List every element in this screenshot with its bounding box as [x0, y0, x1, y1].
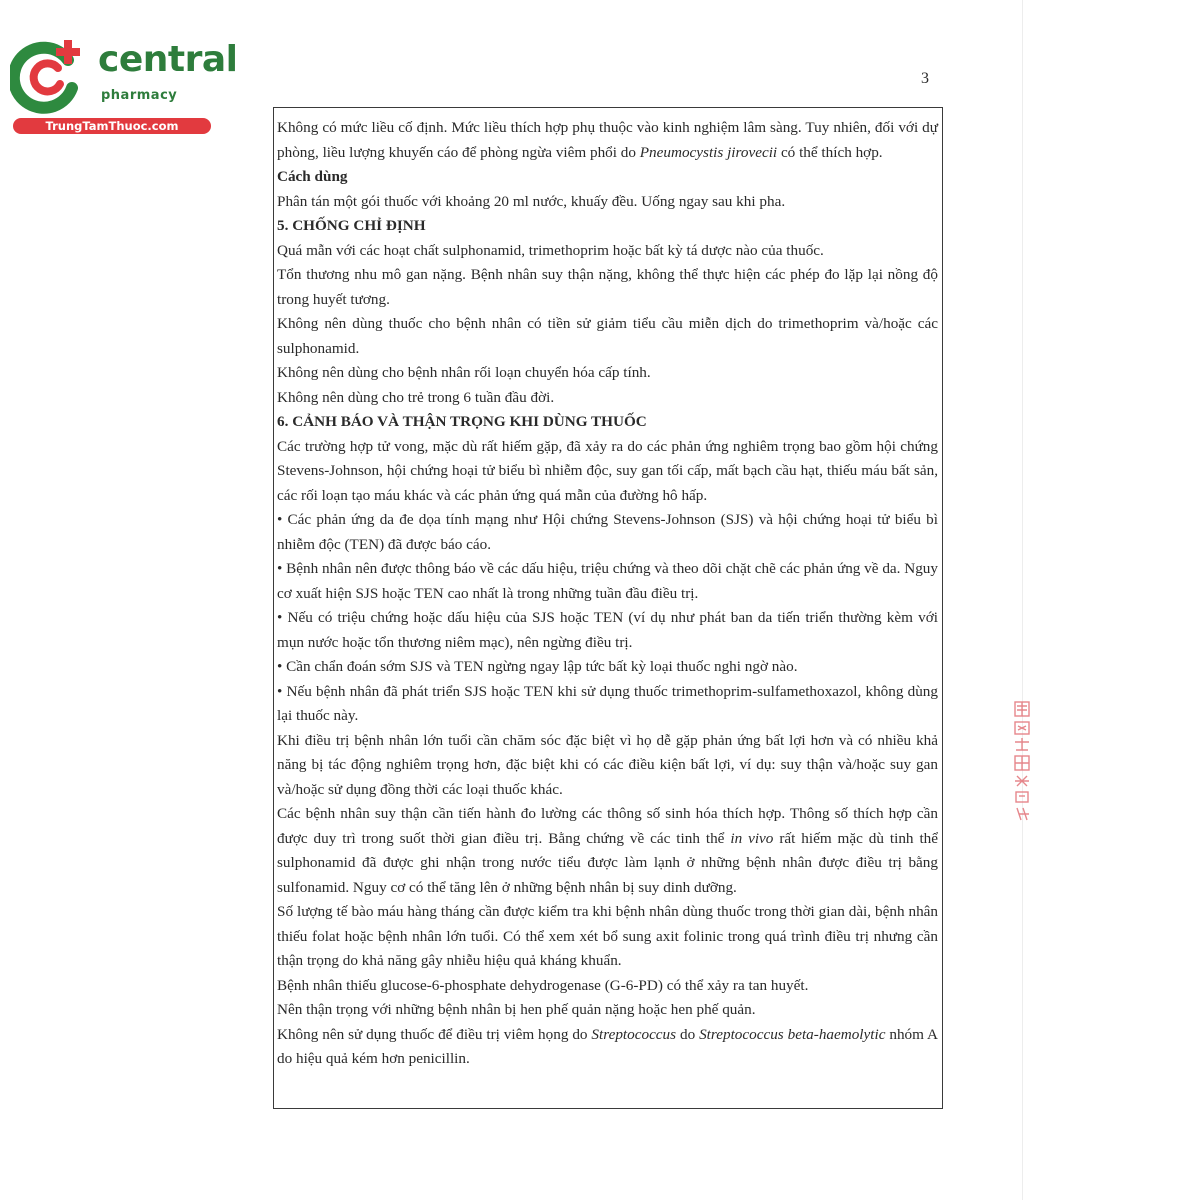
paragraph-text: • Nếu bệnh nhân đã phát triển SJS hoặc TEN khi sử dụng thuốc trimethoprim-sulfamethoxazol, không dùng lại thuốc này. — [277, 682, 938, 724]
paragraph — [277, 361, 938, 386]
paragraph-text: • Cần chẩn đoán sớm SJS và TEN ngừng ngay lập tức bất kỳ loại thuốc nghi ngờ nào. — [277, 658, 798, 675]
paragraph — [277, 435, 938, 509]
italic-term: Streptococcus — [591, 1025, 677, 1043]
paragraph — [277, 606, 938, 655]
page-edge-line — [1022, 0, 1023, 1200]
paragraph-text: Không nên dùng cho bệnh nhân rối loạn chuyển hóa cấp tính. — [277, 364, 651, 381]
paragraph-text: Tổn thương nhu mô gan nặng. Bệnh nhân suy thận nặng, không thể thực hiện các phép đo lặp lại nồng độ trong huyết tương. — [277, 266, 938, 308]
italic-term: Streptococcus beta-haemolytic — [699, 1025, 886, 1043]
paragraph — [277, 729, 938, 803]
paragraph-text: • Nếu có triệu chứng hoặc dấu hiệu của SJS hoặc TEN (ví dụ như phát ban da tiến triển thường kèm với mụn nước hoặc tổn thương niêm mạc), nên ngừng điều trị. — [277, 609, 938, 651]
paragraph-text: do — [676, 1025, 700, 1043]
paragraph-text: Không nên dùng thuốc cho bệnh nhân có tiền sử giảm tiểu cầu miễn dịch do trimethoprim và/hoặc các sulphonamid. — [277, 315, 938, 357]
paragraph-text: Phân tán một gói thuốc với khoảng 20 ml nước, khuấy đều. Uống ngay sau khi pha. — [277, 192, 786, 210]
paragraph — [277, 900, 938, 974]
logo-brand: central — [98, 39, 238, 80]
paragraph-text: Số lượng tế bào máu hàng tháng cần được kiểm tra khi bệnh nhân dùng thuốc trong thời gian dài, bệnh nhân thiếu folat hoặc bệnh nhân lớn tuổi. Có thể xem xét bổ sung axit folinic trong quá trình điều trị nhưng cần thận trọng do khả năng gây nhiễu hiệu quả kháng khuẩn. — [277, 903, 938, 969]
paragraph-text: Không nên sử dụng thuốc để điều trị viêm họng do — [277, 1025, 592, 1043]
pharmacy-cross-icon — [10, 38, 96, 116]
page-number: 3 — [921, 70, 929, 87]
paragraph-text: nhóm A do hiệu quả kém hơn penicillin. — [277, 1025, 938, 1067]
paragraph — [277, 116, 938, 165]
paragraph — [277, 508, 938, 557]
paragraph — [277, 312, 938, 361]
paragraph — [277, 386, 938, 411]
paragraph-text: Quá mẫn với các hoạt chất sulphonamid, trimethoprim hoặc bất kỳ tá dược nào của thuốc. — [277, 241, 824, 259]
paragraph — [277, 802, 938, 900]
logo-website: TrungTamThuoc.com — [13, 118, 211, 134]
document-content-box — [273, 107, 943, 1109]
section-heading: 5. CHỐNG CHỈ ĐỊNH — [277, 217, 426, 234]
paragraph-text: • Bệnh nhân nên được thông báo về các dấu hiệu, triệu chứng và theo dõi chặt chẽ các phản ứng về da. Nguy cơ xuất hiện SJS hoặc TEN cao nhất là trong những tuần đầu điều trị. — [277, 560, 938, 602]
paragraph — [277, 263, 938, 312]
section-heading: 6. CẢNH BÁO VÀ THẬN TRỌNG KHI DÙNG THUỐC — [277, 413, 647, 430]
paragraph — [277, 680, 938, 729]
paragraph-text: có thể thích hợp. — [777, 143, 883, 161]
red-stamp-mark — [1011, 700, 1037, 825]
section-heading: Cách dùng — [277, 168, 348, 185]
paragraph-text: Không nên dùng cho trẻ trong 6 tuần đầu đời. — [277, 388, 555, 406]
paragraph-text: rất hiếm mặc dù tinh thể sulphonamid đã được ghi nhận trong nước tiểu được làm lạnh ở những bệnh nhân được điều trị bằng sulfonamid. Nguy cơ có thể tăng lên ở những bệnh nhân bị suy dinh dưỡng. — [277, 829, 938, 896]
logo-subtitle: pharmacy — [101, 88, 178, 103]
paragraph — [277, 190, 938, 215]
paragraph — [277, 1023, 938, 1072]
italic-term: Pneumocystis jirovecii — [639, 143, 778, 161]
paragraph-text: Bệnh nhân thiếu glucose-6-phosphate dehydrogenase (G-6-PD) có thể xảy ra tan huyết. — [277, 976, 809, 994]
central-pharmacy-logo — [10, 38, 238, 138]
italic-term: in vivo — [730, 829, 774, 847]
paragraph-text: Nên thận trọng với những bệnh nhân bị hen phế quản nặng hoặc hen phế quản. — [277, 1001, 756, 1018]
paragraph — [277, 557, 938, 606]
paragraph-text: Các trường hợp tử vong, mặc dù rất hiếm gặp, đã xảy ra do các phản ứng nghiêm trọng bao gồm hội chứng Stevens-Johnson, hội chứng hoại tử biểu bì nhiễm độc, suy gan tối cấp, mất bạch cầu hạt, thiếu máu bất sản, các rối loạn tạo máu khác và các phản ứng quá mẫn của đường hô hấp. — [277, 437, 938, 504]
paragraph — [277, 998, 938, 1023]
paragraph — [277, 655, 938, 680]
paragraph — [277, 239, 938, 264]
paragraph-text: Các bệnh nhân suy thận cần tiến hành đo lường các thông số sinh hóa thích hợp. Thông số thích hợp cần được duy trì trong suốt thời gian điều trị. Bằng chứng về các tinh thể — [277, 805, 938, 847]
paragraph-text: Không có mức liều cố định. Mức liều thích hợp phụ thuộc vào kinh nghiệm lâm sàng. Tuy nhiên, đối với dự phòng, liều lượng khuyến cáo để phòng ngừa viêm phổi do — [277, 119, 938, 161]
paragraph-text: • Các phản ứng da đe dọa tính mạng như Hội chứng Stevens-Johnson (SJS) và hội chứng hoại tử biểu bì nhiễm độc (TEN) đã được báo cáo. — [277, 511, 938, 553]
paragraph-text: Khi điều trị bệnh nhân lớn tuổi cần chăm sóc đặc biệt vì họ dễ gặp phản ứng bất lợi hơn và có nhiều khả năng bị tác động nghiêm trọng hơn, đặc biệt khi có các điều kiện bất lợi, ví dụ: suy thận và/hoặc suy gan và/hoặc sử dụng đồng thời các loại thuốc khác. — [277, 731, 938, 798]
paragraph — [277, 974, 938, 999]
